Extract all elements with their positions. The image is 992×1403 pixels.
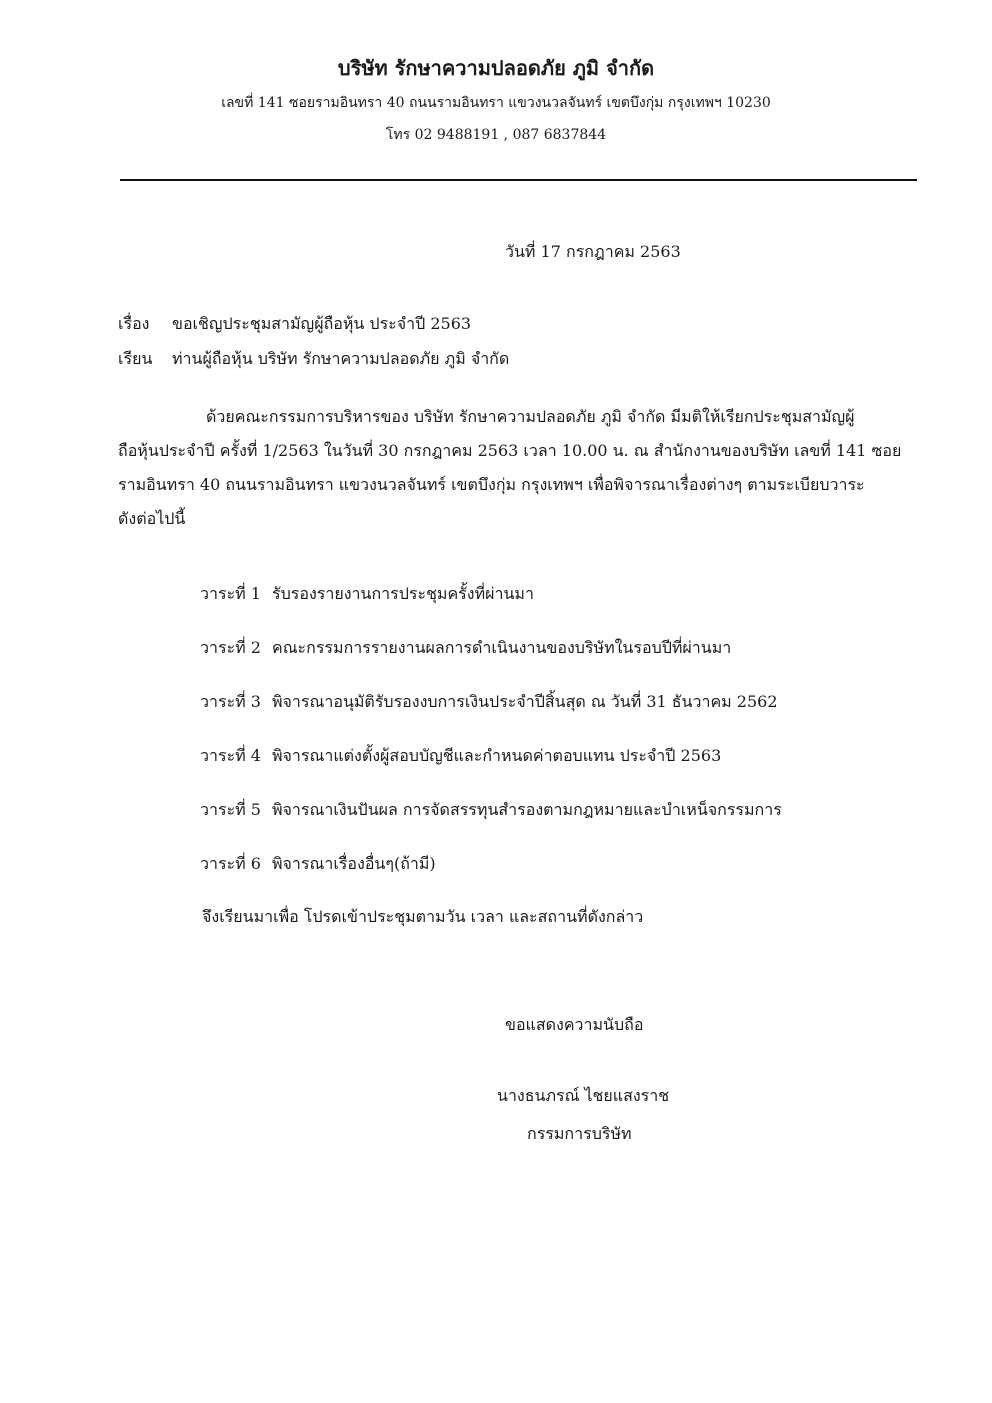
agenda-item-3 (200, 690, 778, 715)
body-line: ดังต่อไปนี้ (118, 509, 186, 528)
agenda-label: วาระที่ 1 (200, 584, 261, 603)
company-phone: โทร 02 9488191 , 087 6837844 (385, 127, 607, 143)
agenda-text: รับรองรายงานการประชุมครั้งที่ผ่านมา (272, 584, 534, 603)
subject-row (118, 312, 471, 337)
recipient-row (118, 347, 509, 372)
subject-text: ขอเชิญประชุมสามัญผู้ถือหุ้น ประจำปี 2563 (172, 314, 472, 333)
recipient-label: เรียน (118, 349, 153, 368)
company-address: เลขที่ 141 ซอยรามอินทรา 40 ถนนรามอินทรา แขวงนวลจันทร์ เขตบึงกุ่ม กรุงเทพฯ 10230 (221, 95, 771, 111)
subject-label: เรื่อง (118, 314, 150, 333)
body-line: รามอินทรา 40 ถนนรามอินทรา แขวงนวลจันทร์ เขตบึงกุ่ม กรุงเทพฯ เพื่อพิจารณาเรื่องต่างๆ ตามระเบียบวาระ (118, 475, 865, 494)
closing-regards: ขอแสดงความนับถือ (505, 1015, 644, 1034)
agenda-item-1 (200, 582, 534, 607)
agenda-label: วาระที่ 3 (200, 692, 261, 711)
agenda-label: วาระที่ 5 (200, 800, 261, 819)
body-line: ด้วยคณะกรรมการบริหารของ บริษัท รักษาความปลอดภัย ภูมิ จำกัด มีมติให้เรียกประชุมสามัญผู้ (206, 407, 855, 426)
agenda-label: วาระที่ 2 (200, 638, 261, 657)
agenda-item-6 (200, 852, 436, 877)
agenda-item-2 (200, 636, 731, 661)
letter-date: วันที่ 17 กรกฎาคม 2563 (505, 242, 681, 261)
signer-title: กรรมการบริษัท (527, 1124, 632, 1143)
agenda-label: วาระที่ 4 (200, 746, 261, 765)
signer-name: นางธนภรณ์ ไชยแสงราช (497, 1086, 670, 1105)
agenda-text: พิจารณาเงินปันผล การจัดสรรทุนสำรองตามกฎหมายและบำเหน็จกรรมการ (272, 800, 782, 819)
header-divider (120, 179, 917, 181)
agenda-label: วาระที่ 6 (200, 854, 261, 873)
body-line: ถือหุ้นประจำปี ครั้งที่ 1/2563 ในวันที่ 30 กรกฎาคม 2563 เวลา 10.00 น. ณ สำนักงานของบริษัท เลขที่ 141 ซอย (118, 441, 902, 460)
agenda-text: พิจารณาอนุมัติรับรองงบการเงินประจำปีสิ้นสุด ณ วันที่ 31 ธันวาคม 2562 (272, 692, 778, 711)
agenda-text: พิจารณาเรื่องอื่นๆ(ถ้ามี) (272, 854, 436, 873)
body-paragraph (118, 400, 918, 536)
agenda-text: คณะกรรมการรายงานผลการดำเนินงานของบริษัทในรอบปีที่ผ่านมา (272, 638, 732, 657)
recipient-text: ท่านผู้ถือหุ้น บริษัท รักษาความปลอดภัย ภูมิ จำกัด (172, 349, 510, 368)
agenda-text: พิจารณาแต่งตั้งผู้สอบบัญชีและกำหนดค่าตอบแทน ประจำปี 2563 (272, 746, 722, 765)
agenda-item-4 (200, 744, 721, 769)
agenda-item-5 (200, 798, 782, 823)
closing-sentence: จึงเรียนมาเพื่อ โปรดเข้าประชุมตามวัน เวลา และสถานที่ดังกล่าว (202, 907, 644, 926)
company-name: บริษัท รักษาความปลอดภัย ภูมิ จำกัด (337, 56, 655, 80)
